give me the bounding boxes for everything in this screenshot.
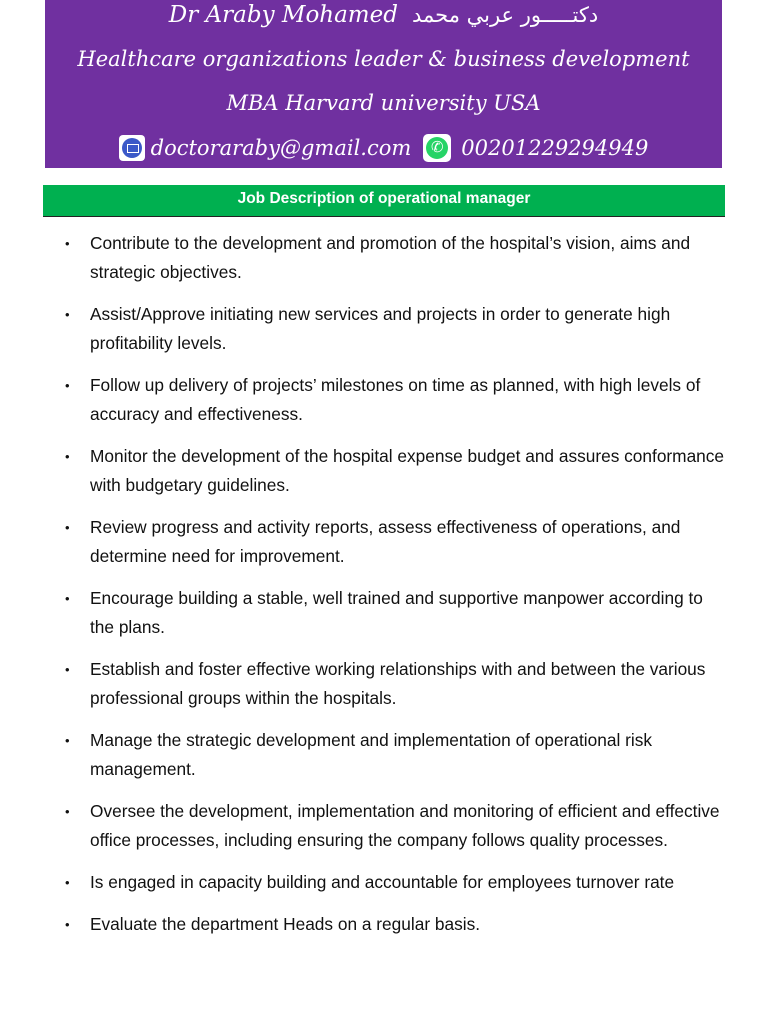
- mail-icon: [119, 135, 145, 161]
- duties-list: [62, 229, 730, 952]
- list-item: • Oversee the development, implementation and monitoring of efficient and effective office processes, including ensuring the company follows quality processes.: [62, 797, 730, 855]
- author-arabic-name: دكتـــــور عربي محمد: [411, 3, 599, 27]
- list-item: • Monitor the development of the hospital expense budget and assures conformance with budgetary guidelines.: [62, 442, 730, 500]
- list-item: • Review progress and activity reports, assess effectiveness of operations, and determine need for improvement.: [62, 513, 730, 571]
- author-name: Dr Araby Mohamed: [168, 2, 398, 28]
- whatsapp-icon: [423, 134, 451, 162]
- list-item: • Contribute to the development and promotion of the hospital’s vision, aims and strategic objectives.: [62, 229, 730, 287]
- list-item: • Is engaged in capacity building and accountable for employees turnover rate: [62, 868, 730, 897]
- author-role: Healthcare organizations leader & business development: [77, 47, 690, 71]
- contact-line: [45, 134, 722, 162]
- email-address[interactable]: doctoraraby@gmail.com: [150, 136, 412, 160]
- list-item: • Assist/Approve initiating new services and projects in order to generate high profitability levels.: [62, 300, 730, 358]
- list-item: • Evaluate the department Heads on a regular basis.: [62, 910, 730, 939]
- list-item: • Follow up delivery of projects’ milestones on time as planned, with high levels of accuracy and effectiveness.: [62, 371, 730, 429]
- phone-number[interactable]: 00201229294949: [461, 136, 649, 160]
- list-item: • Encourage building a stable, well trained and supportive manpower according to the plans.: [62, 584, 730, 642]
- header-banner: [45, 0, 722, 168]
- name-line: [45, 2, 722, 28]
- list-item: • Manage the strategic development and implementation of operational risk management.: [62, 726, 730, 784]
- job-title-bar: Job Description of operational manager: [43, 185, 725, 217]
- list-item: • Establish and foster effective working relationships with and between the various professional groups within the hospitals.: [62, 655, 730, 713]
- author-degree: MBA Harvard university USA: [226, 91, 541, 115]
